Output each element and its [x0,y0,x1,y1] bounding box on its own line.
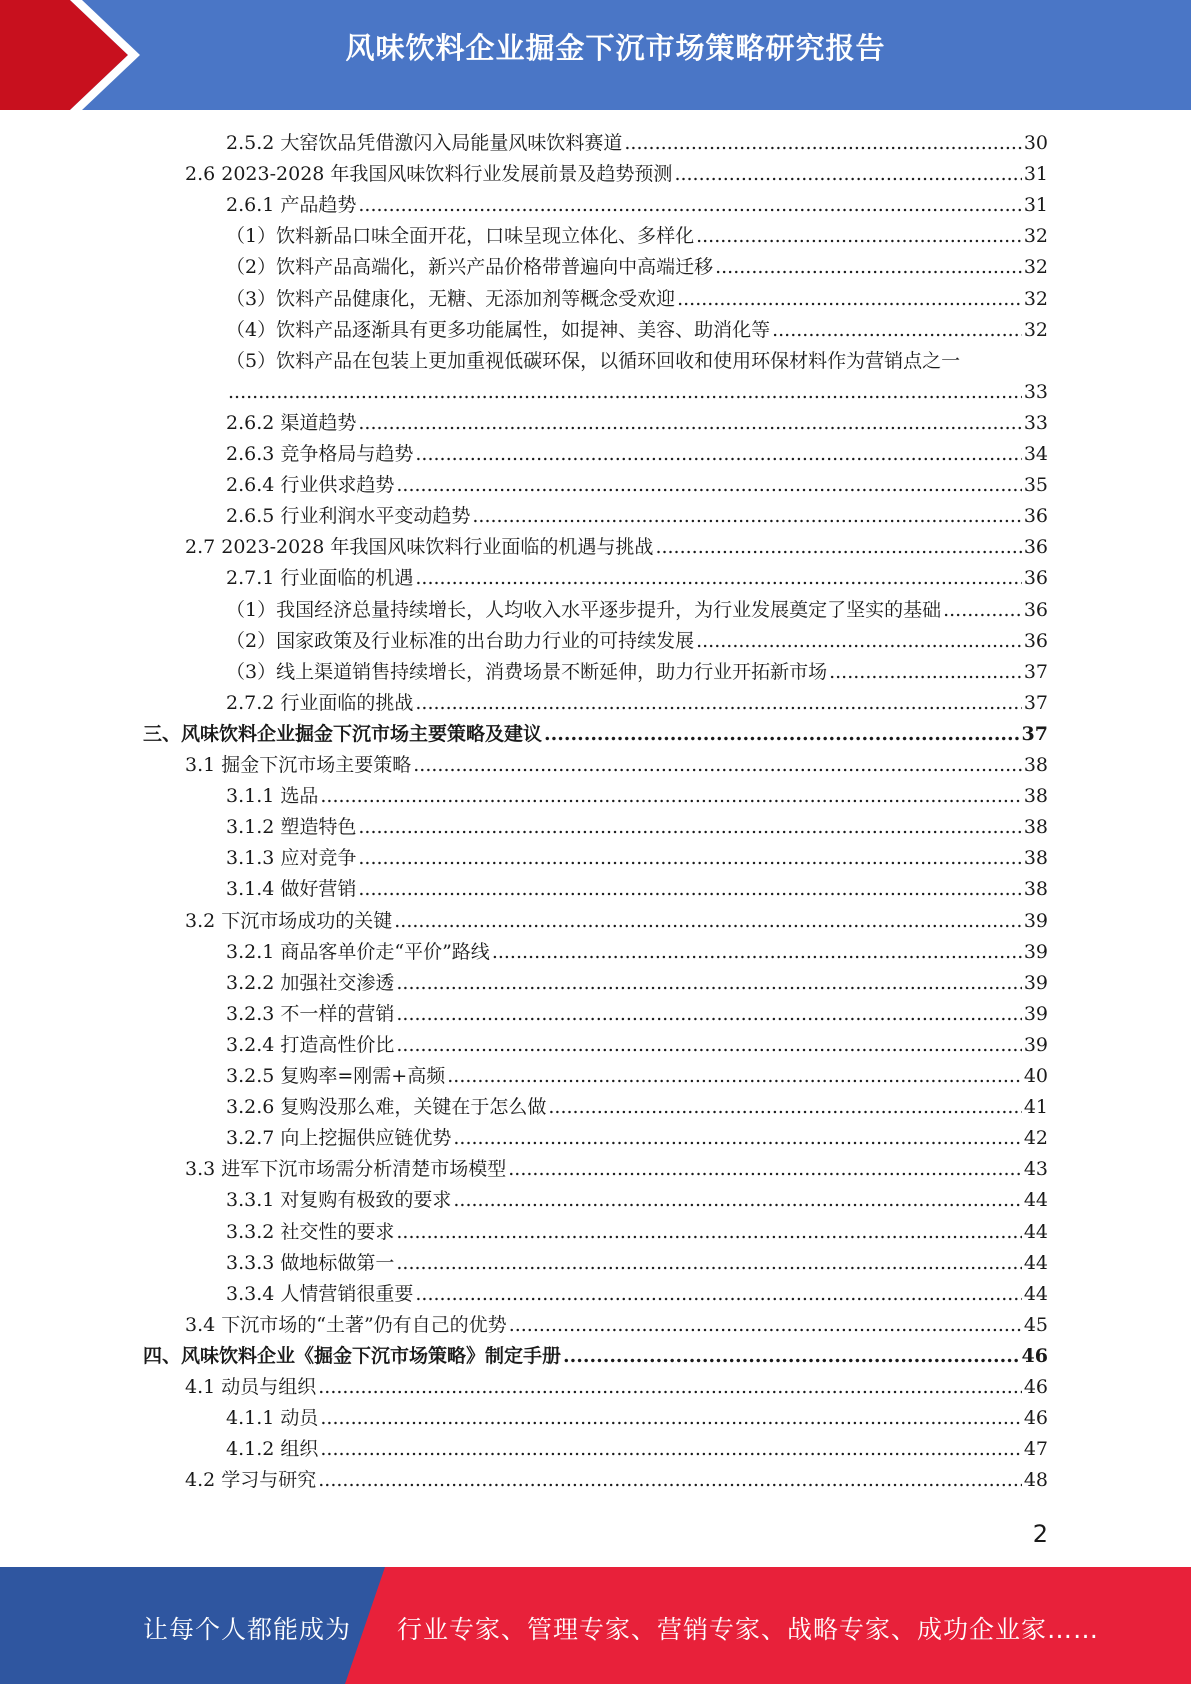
toc-entry-label: 3.3.1 对复购有极致的要求 [226,1189,452,1211]
toc-entry-page: 39 [1023,972,1048,994]
toc-entry[interactable] [226,874,1048,905]
page-number: 2 [1032,1520,1048,1548]
toc-leader-dots [674,159,1021,190]
toc-entry[interactable] [226,1185,1048,1216]
toc-entry[interactable] [185,906,1048,937]
toc-entry-label: 2.7 2023-2028 年我国风味饮料行业面临的机遇与挑战 [185,536,654,558]
toc-leader-dots [358,843,1021,874]
toc-entry-label: 3.4 下沉市场的“土著”仍有自己的优势 [185,1314,507,1336]
toc-entry-page: 37 [1023,692,1048,714]
toc-entry-label: 2.6.3 竞争格局与趋势 [226,443,414,465]
toc-leader-dots [453,1185,1021,1216]
toc-entry[interactable] [226,843,1048,874]
toc-entry-page: 34 [1023,443,1048,465]
toc-entry[interactable] [226,937,1048,968]
toc-entry-label: （4）饮料产品逐渐具有更多功能属性，如提神、美容、助消化等 [226,319,771,341]
toc-leader-dots [655,532,1021,563]
toc-entry[interactable] [226,999,1048,1030]
toc-entry-label: 3.3.3 做地标做第一 [226,1252,395,1274]
toc-leader-dots [415,688,1021,719]
toc-entry[interactable] [185,532,1048,563]
toc-entry-label: 3.1.2 塑造特色 [226,816,357,838]
toc-entry-page: 45 [1023,1314,1048,1336]
toc-entry-page: 33 [1023,381,1048,403]
toc-leader-dots [563,1341,1020,1372]
toc-leader-dots [508,1154,1022,1185]
toc-entry-label: 3.2.3 不一样的营销 [226,1003,395,1025]
toc-leader-dots [394,906,1022,937]
toc-entry-label: 3.1.1 选品 [226,785,319,807]
toc-entry-page: 48 [1023,1469,1048,1491]
toc-entry[interactable] [226,563,1048,594]
toc-entry[interactable] [226,128,1048,159]
toc-entry[interactable] [226,688,1048,719]
toc-leader-dots [829,657,1022,688]
toc-entry[interactable] [226,968,1048,999]
toc-entry-label: 四、风味饮料企业《掘金下沉市场策略》制定手册 [143,1345,562,1367]
page-header [0,0,1191,110]
toc-leader-dots [472,501,1021,532]
toc-entry-page: 38 [1023,785,1048,807]
toc-entry-page: 39 [1023,941,1048,963]
toc-entry[interactable] [226,626,1048,657]
toc-entry[interactable] [226,470,1048,501]
toc-entry-label: 3.2.6 复购没那么难，关键在于怎么做 [226,1096,547,1118]
toc-entry-label: 2.6.2 渠道趋势 [226,412,357,434]
toc-leader-dots [413,750,1022,781]
toc-entry-label: 2.6.1 产品趋势 [226,194,357,216]
toc-entry-page: 39 [1023,1003,1048,1025]
toc-entry-label: 2.7.1 行业面临的机遇 [226,567,414,589]
toc-leader-dots [396,1030,1021,1061]
toc-leader-dots [396,1248,1021,1279]
toc-leader-dots [396,968,1021,999]
toc-entry[interactable] [185,1465,1048,1496]
toc-entry[interactable] [226,346,1048,377]
toc-entry-label: 3.2.1 商品客单价走“平价”路线 [226,941,490,963]
toc-entry-page: 33 [1023,412,1048,434]
toc-entry[interactable] [185,750,1048,781]
toc-entry-label: （5）饮料产品在包装上更加重视低碳环保，以循环回收和使用环保材料作为营销点之一 [226,350,961,372]
toc-entry-page: 39 [1023,910,1048,932]
toc-entry-label: （2）国家政策及行业标准的出台助力行业的可持续发展 [226,630,695,652]
toc-entry-label: 3.3.2 社交性的要求 [226,1221,395,1243]
toc-entry-page: 32 [1023,319,1048,341]
toc-entry-label: 3.2.2 加强社交渗透 [226,972,395,994]
toc-entry-page: 38 [1023,878,1048,900]
toc-entry-label: 2.6 2023-2028 年我国风味饮料行业发展前景及趋势预测 [185,163,673,185]
toc-entry-label: （2）饮料产品高端化，新兴产品价格带普遍向中高端迁移 [226,256,714,278]
toc-entry-label: 3.3.4 人情营销很重要 [226,1283,414,1305]
toc-entry-page: 38 [1023,754,1048,776]
toc-leader-dots [624,128,1021,159]
toc-entry[interactable] [185,1154,1048,1185]
toc-leader-dots [943,595,1022,626]
toc-entry[interactable] [226,439,1048,470]
toc-entry-label: 4.1.2 组织 [226,1438,319,1460]
toc-entry-page: 46 [1023,1407,1048,1429]
toc-entry-page: 47 [1023,1438,1048,1460]
toc-entry-label: 4.2 学习与研究 [185,1469,317,1491]
toc-entry-label: 3.2.4 打造高性价比 [226,1034,395,1056]
toc-entry-label: 3.2 下沉市场成功的关键 [185,910,393,932]
toc-entry-page: 37 [1023,661,1048,683]
toc-entry-page: 40 [1023,1065,1048,1087]
toc-leader-dots [358,190,1021,221]
toc-leader-dots [509,1310,1022,1341]
toc-entry[interactable] [226,408,1048,439]
toc-leader-dots [396,470,1021,501]
toc-leader-dots [492,937,1022,968]
footer-slogan-right: 行业专家、管理专家、营销专家、战略专家、成功企业家…… [397,1615,1100,1644]
toc-leader-dots [415,563,1021,594]
toc-entry-page: 35 [1023,474,1048,496]
toc-entry-label: 2.5.2 大窑饮品凭借激闪入局能量风味饮料赛道 [226,132,623,154]
toc-entry-label: 2.6.4 行业供求趋势 [226,474,395,496]
toc-entry-page: 43 [1023,1158,1048,1180]
toc-entry-page: 44 [1023,1221,1048,1243]
toc-entry[interactable] [226,812,1048,843]
toc-entry-label: 4.1.1 动员 [226,1407,319,1429]
toc-entry-page: 37 [1021,723,1048,745]
footer-slogan-left: 让每个人都能成为 [143,1615,352,1644]
toc-entry-label: 2.7.2 行业面临的挑战 [226,692,414,714]
toc-entry[interactable] [226,1403,1048,1434]
toc-entry-page: 44 [1023,1189,1048,1211]
toc-entry-page: 32 [1023,256,1048,278]
toc-entry[interactable] [226,377,1048,408]
toc-entry-page: 44 [1023,1283,1048,1305]
toc-entry-page: 32 [1023,288,1048,310]
toc-leader-dots [447,1061,1022,1092]
toc-entry[interactable] [226,1061,1048,1092]
toc-entry[interactable] [226,1217,1048,1248]
toc-entry-page: 42 [1023,1127,1048,1149]
toc-leader-dots [696,221,1022,252]
toc-leader-dots [320,781,1021,812]
toc-leader-dots [358,812,1021,843]
toc-leader-dots [715,252,1022,283]
toc-entry-label: 3.1.4 做好营销 [226,878,357,900]
toc-entry-page: 31 [1023,163,1048,185]
toc-leader-dots [544,719,1020,750]
toc-leader-dots [772,315,1022,346]
toc-leader-dots [320,1403,1021,1434]
toc-entry-page: 30 [1023,132,1048,154]
toc-entry-label: （3）线上渠道销售持续增长，消费场景不断延伸，助力行业开拓新市场 [226,661,828,683]
toc-entry[interactable] [185,1310,1048,1341]
toc-leader-dots [318,1465,1022,1496]
toc-entry[interactable] [226,1248,1048,1279]
toc-entry[interactable] [185,159,1048,190]
toc-entry[interactable] [226,781,1048,812]
toc-leader-dots [548,1092,1021,1123]
toc-entry-page: 38 [1023,816,1048,838]
toc-leader-dots [415,439,1021,470]
toc-leader-dots [228,377,1022,408]
toc-entry[interactable] [226,252,1048,283]
toc-entry-page: 46 [1021,1345,1048,1367]
toc-entry[interactable] [226,1030,1048,1061]
toc-leader-dots [318,1372,1022,1403]
toc-entry[interactable] [226,1123,1048,1154]
toc-entry[interactable] [226,1092,1048,1123]
toc-entry[interactable] [226,501,1048,532]
toc-leader-dots [453,1123,1021,1154]
report-title: 风味饮料企业掘金下沉市场策略研究报告 [345,31,886,65]
toc-entry-page: 44 [1023,1252,1048,1274]
toc-entry-page: 38 [1023,847,1048,869]
toc-entry[interactable] [226,1434,1048,1465]
toc-entry-label: 3.1.3 应对竞争 [226,847,357,869]
toc-chapter-entry[interactable] [143,719,1048,750]
toc-entry-page: 36 [1023,599,1048,621]
toc-leader-dots [358,408,1021,439]
page-footer [0,1567,1191,1684]
toc-entry-page: 41 [1023,1096,1048,1118]
toc-leader-dots [677,284,1022,315]
toc-entry-label: 3.3 进军下沉市场需分析清楚市场模型 [185,1158,507,1180]
toc-entry-label: （3）饮料产品健康化，无糖、无添加剂等概念受欢迎 [226,288,676,310]
toc-entry-label: （1）饮料新品口味全面开花，口味呈现立体化、多样化 [226,225,695,247]
toc-leader-dots [415,1279,1021,1310]
toc-leader-dots [358,874,1021,905]
toc-entry-page: 32 [1023,225,1048,247]
toc-entry-label: 2.6.5 行业利润水平变动趋势 [226,505,471,527]
toc-leader-dots [396,1217,1021,1248]
toc-entry-label: （1）我国经济总量持续增长，人均收入水平逐步提升，为行业发展奠定了坚实的基础 [226,599,942,621]
toc-entry-page: 46 [1023,1376,1048,1398]
toc-entry-page: 36 [1023,505,1048,527]
toc-entry[interactable] [226,1279,1048,1310]
toc-entry-label: 3.2.7 向上挖掘供应链优势 [226,1127,452,1149]
toc-entry-page: 36 [1023,536,1048,558]
toc-entry[interactable] [226,284,1048,315]
toc-entry-label: 4.1 动员与组织 [185,1376,317,1398]
toc-leader-dots [696,626,1022,657]
toc-chapter-entry[interactable] [143,1341,1048,1372]
toc-entry-page: 39 [1023,1034,1048,1056]
toc-entry-label: 3.1 掘金下沉市场主要策略 [185,754,412,776]
toc-entry[interactable] [226,315,1048,346]
toc-entry-page: 36 [1023,630,1048,652]
toc-leader-dots [396,999,1021,1030]
toc-entry[interactable] [226,657,1048,688]
toc-leader-dots [320,1434,1021,1465]
toc-entry[interactable] [226,595,1048,626]
toc-entry-label: 3.2.5 复购率=刚需+高频 [226,1065,446,1087]
toc-entry[interactable] [185,1372,1048,1403]
toc-entry[interactable] [226,190,1048,221]
toc-entry-label: 三、风味饮料企业掘金下沉市场主要策略及建议 [143,723,543,745]
toc-entry[interactable] [226,221,1048,252]
toc-entry-page: 31 [1023,194,1048,216]
toc-entry-page: 36 [1023,567,1048,589]
